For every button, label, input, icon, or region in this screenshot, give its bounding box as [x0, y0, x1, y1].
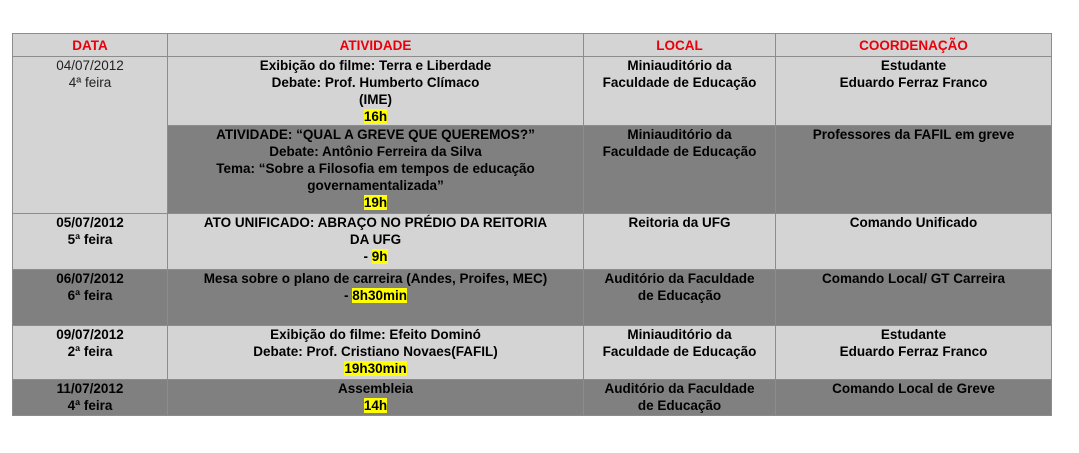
- coord-cell: [776, 126, 1052, 214]
- coord-line: Estudante: [880, 58, 947, 73]
- time-highlight: 19h30min: [344, 361, 407, 376]
- local-line: Reitoria da UFG: [628, 215, 731, 230]
- coord-cell: [776, 57, 1052, 126]
- time-highlight: 8h30min: [352, 288, 408, 303]
- activity-cell: [168, 57, 584, 126]
- local-cell: [584, 380, 776, 416]
- activity-line: Exibição do filme: Terra e Liberdade: [259, 58, 492, 73]
- header-row: [13, 34, 1052, 57]
- time-highlight: 14h: [363, 398, 388, 413]
- weekday: 4ª feira: [67, 398, 113, 413]
- weekday: 4ª feira: [68, 75, 112, 90]
- coord-line: Comando Unificado: [849, 215, 978, 230]
- coord-line: Eduardo Ferraz Franco: [839, 75, 988, 90]
- local-cell: [584, 126, 776, 214]
- activity-line: Mesa sobre o plano de carreira (Andes, Proifes, MEC): [203, 271, 548, 286]
- table-row: [13, 126, 1052, 214]
- table-row: [13, 214, 1052, 270]
- activity-cell: [168, 326, 584, 380]
- date-cell: [13, 326, 168, 380]
- coord-line: Professores da FAFIL em greve: [812, 127, 1015, 142]
- local-line: Auditório da Faculdade: [604, 271, 755, 286]
- schedule-table: [12, 33, 1052, 416]
- date: 06/07/2012: [56, 271, 124, 286]
- time-prefix: -: [363, 249, 372, 264]
- coord-cell: [776, 380, 1052, 416]
- coord-cell: [776, 326, 1052, 380]
- table-row: [13, 57, 1052, 126]
- header-atividade: ATIVIDADE: [168, 34, 584, 57]
- activity-line: Debate: Prof. Humberto Clímaco: [271, 75, 480, 90]
- local-cell: [584, 326, 776, 380]
- local-line: Faculdade de Educação: [602, 75, 757, 90]
- activity-line: DA UFG: [349, 232, 402, 247]
- date: 09/07/2012: [56, 327, 124, 342]
- local-line: Faculdade de Educação: [602, 144, 757, 159]
- date-cell: [13, 270, 168, 326]
- activity-cell: [168, 126, 584, 214]
- local-cell: [584, 214, 776, 270]
- activity-line: Assembleia: [337, 381, 414, 396]
- activity-line: ATIVIDADE: “QUAL A GREVE QUE QUEREMOS?”: [216, 127, 535, 142]
- coord-line: Eduardo Ferraz Franco: [839, 344, 988, 359]
- table-row: [13, 380, 1052, 416]
- date-cell: [13, 214, 168, 270]
- date: 04/07/2012: [56, 58, 124, 73]
- local-line: Faculdade de Educação: [602, 344, 757, 359]
- local-cell: [584, 57, 776, 126]
- time-highlight: 9h: [371, 249, 388, 264]
- coord-cell: [776, 270, 1052, 326]
- time-highlight: 16h: [363, 109, 388, 124]
- coord-line: Estudante: [880, 327, 947, 342]
- coord-cell: [776, 214, 1052, 270]
- header-local: LOCAL: [584, 34, 776, 57]
- activity-cell: [168, 380, 584, 416]
- local-line: Miniauditório da: [627, 127, 732, 142]
- local-line: Miniauditório da: [627, 327, 732, 342]
- time-prefix: -: [343, 288, 353, 303]
- activity-line: Debate: Prof. Cristiano Novaes(FAFIL): [253, 344, 498, 359]
- table-row: [13, 270, 1052, 326]
- activity-line: Debate: Antônio Ferreira da Silva: [269, 144, 482, 159]
- local-line: Miniauditório da: [627, 58, 732, 73]
- activity-cell: [168, 270, 584, 326]
- activity-line: (IME): [359, 92, 392, 107]
- local-line: de Educação: [637, 288, 722, 303]
- weekday: 2ª feira: [67, 344, 113, 359]
- coord-line: Comando Local/ GT Carreira: [821, 271, 1006, 286]
- activity-cell: [168, 214, 584, 270]
- header-coordenacao: COORDENAÇÃO: [776, 34, 1052, 57]
- time-highlight: 19h: [363, 195, 388, 210]
- activity-line: Exibição do filme: Efeito Dominó: [270, 327, 481, 342]
- header-data: DATA: [13, 34, 168, 57]
- coord-line: Comando Local de Greve: [832, 381, 995, 396]
- local-cell: [584, 270, 776, 326]
- date: 11/07/2012: [56, 381, 124, 396]
- date-cell: [13, 380, 168, 416]
- date-cell: [13, 57, 168, 214]
- activity-line: Tema: “Sobre a Filosofia em tempos de educação: [216, 161, 535, 176]
- local-line: de Educação: [637, 398, 722, 413]
- activity-line: governamentalizada”: [307, 178, 444, 193]
- weekday: 6ª feira: [67, 288, 113, 303]
- date: 05/07/2012: [56, 215, 124, 230]
- local-line: Auditório da Faculdade: [604, 381, 755, 396]
- weekday: 5ª feira: [67, 232, 113, 247]
- activity-line: ATO UNIFICADO: ABRAÇO NO PRÉDIO DA REITORIA: [203, 215, 548, 230]
- table-row: [13, 326, 1052, 380]
